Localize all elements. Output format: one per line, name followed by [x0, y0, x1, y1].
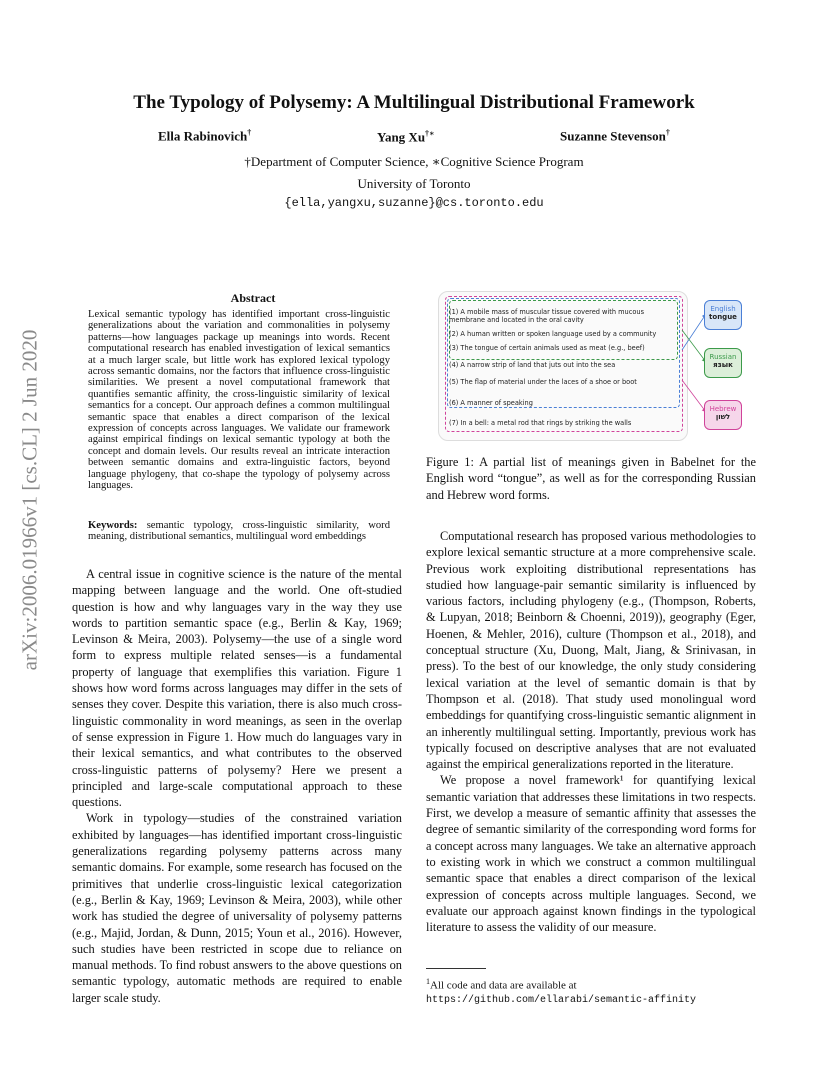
- lang-word: לשון: [715, 413, 731, 421]
- author-mark: †: [665, 128, 670, 137]
- sense-3: (3) The tongue of certain animals used as meat (e.g., beef): [449, 344, 645, 352]
- sense-1: (1) A mobile mass of muscular tissue covered with mucous membrane and located in the oral cavity: [449, 308, 645, 324]
- paragraph: We propose a novel framework¹ for quantifying lexical semantic variation that addresses these limitations in two respects. First, we develop a measure of semantic affinity that assesses the degree of semantic similarity of the corresponding word forms for a concept across many languages. We take an alternative approach to existing work in which we construct a common multilingual semantic space that enables a direct comparison of the lexical expression of concepts across multiple languages. Second, we evaluate our approach against known findings in the typological literature to assess the validity of our measure.: [426, 773, 756, 935]
- lang-word: tongue: [709, 313, 737, 321]
- author-name: Ella Rabinovich: [158, 128, 248, 144]
- footnote-mark: 1: [426, 977, 430, 986]
- affiliation-university: University of Toronto: [357, 176, 471, 191]
- author-3: [560, 128, 670, 144]
- lang-name: English: [710, 305, 736, 313]
- paragraph: Computational research has proposed various methodologies to explore lexical semantic structure at a more comprehensive scale. Previous work exploiting distributional representations has studied how language-pair semantic similarity is influenced by various factors, including phylogeny (e.g., (Thompson, Roberts, & Lupyan, 2018; Beinborn & Choenni, 2019)), geography (Eger, Hoenen, & Mehler, 2016), culture (Thompson et al., 2018), and conceptual structure (Xu, Duong, Malt, Jiang, & Srinivasan, in press). To the best of our knowledge, the only study considering lexical variation at the level of semantic domain is that by Thompson et al. (2018). That study used monolingual word embeddings for quantifying cross-linguistic semantic alignment in an inherently multilingual setting. Importantly, previous work has typically focused on descriptive analyses that are not evaluated against the empirical generalizations reported in the literature.: [426, 529, 756, 772]
- author-1: [158, 128, 251, 144]
- arrow-english: [682, 314, 706, 350]
- lang-name: Russian: [709, 353, 737, 361]
- arrow-hebrew: [682, 380, 706, 412]
- paper-title: The Typology of Polysemy: A Multilingual Distributional Framework: [133, 92, 695, 113]
- arxiv-stamp: [10, 300, 50, 700]
- sense-4: (4) A narrow strip of land that juts out into the sea: [449, 361, 616, 369]
- sense-7: (7) In a bell: a metal rod that rings by striking the walls: [449, 419, 632, 427]
- figure-caption: Figure 1: A partial list of meanings given in Babelnet for the English word “tongue”, as well as for the corresponding Russian and Hebrew word forms.: [426, 455, 756, 502]
- lang-name: Hebrew: [709, 405, 737, 413]
- sense-2: (2) A human written or spoken language used by a community: [449, 330, 657, 338]
- author-mark: †: [247, 128, 252, 137]
- footnote: [426, 975, 756, 1007]
- footnote-rule: [426, 968, 486, 969]
- paragraph: A central issue in cognitive science is the nature of the mental mapping between language and the world. One oft-studied question is how and why languages vary in the way they use words to partition semantic space (e.g., Berlin & Kay, 1969; Levinson & Meira, 2003). Polysemy—the use of a single word form to express multiple related senses—is a fundamental property of language that exemplifies this variation. Figure 1 shows how word forms across languages may differ in the sets of senses they cover. Despite this variation, there is also much cross-linguistic commonality in word meanings, as seen in the overlap of sense expression in Figure 1. How much do languages vary in their lexical semantics, and what contributes to the observed cross-linguistic patterns of polysemy? Here we present a principled and large-scale computational approach to these questions.: [72, 567, 402, 810]
- footnote-url[interactable]: https://github.com/ellarabi/semantic-affinity: [426, 994, 697, 1006]
- lang-english: [704, 300, 742, 330]
- right-column: [426, 528, 756, 935]
- author-name: Suzanne Stevenson: [560, 128, 666, 144]
- abstract-body: Lexical semantic typology has identified important cross-linguistic generalizations about the variation and commonalities in polysemy patterns—how languages package up meanings into words. Recent computational research has enabled investigation of lexical semantics at a much larger scale, but little work has explored lexical typology across semantic domains, nor the factors that influence cross-linguistic similarities. We present a novel computational framework that quantifies semantic affinity, the cross-linguistic similarity of lexical semantics for a concept. Our approach defines a common multilingual semantic space that enables a direct comparison of the lexical expression of concepts across languages. We validate our framework against empirical findings on lexical semantic typology at both the concept and domain levels. Our results reveal an intricate interaction between semantic domains and extra-linguistic factors, beyond language phylogeny, that co-shape the typology of polysemy across languages.: [88, 309, 390, 492]
- keywords: [88, 520, 390, 543]
- arrow-russian: [682, 330, 706, 362]
- author-2: [377, 128, 435, 145]
- arxiv-stamp-text: arXiv:2006.01966v1 [cs.CL] 2 Jun 2020: [17, 329, 42, 671]
- affiliation-line: †Department of Computer Science, ∗Cognitive Science Program: [244, 154, 584, 169]
- author-mark: †∗: [425, 129, 435, 138]
- keywords-list: semantic typology, cross-linguistic similarity, word meaning, distributional semantics, multilingual word embeddings: [88, 520, 390, 543]
- author-emails: {ella,yangxu,suzanne}@cs.toronto.edu: [284, 196, 544, 210]
- abstract-heading: Abstract: [230, 291, 276, 305]
- figure-1: [438, 291, 688, 441]
- author-name: Yang Xu: [377, 129, 426, 145]
- lang-russian: [704, 348, 742, 378]
- lang-hebrew: [704, 400, 742, 430]
- keywords-label: Keywords:: [88, 520, 138, 531]
- left-column: [72, 566, 402, 1006]
- footnote-text: All code and data are available at: [430, 979, 577, 992]
- paragraph: Work in typology—studies of the constrained variation exhibited by languages—has identified important cross-linguistic generalizations regarding polysemy patterns across many semantic domains. For example, some research has focused on the primitives that underlie cross-linguistic lexical categorization (e.g., Berlin & Kay, 1969; Levinson & Meira, 2003), while other work has studied the degree of universality of polysemy patterns (e.g., Majid, Jordan, & Dunn, 2015; Youn et al., 2016). However, such studies have been restricted in scope due to reliance on manual methods. To find robust answers to the above questions on semantic typology, automatic methods are required to enable larger scale study.: [72, 811, 402, 1005]
- sense-6: (6) A manner of speaking: [449, 399, 533, 407]
- sense-5: (5) The flap of material under the laces of a shoe or boot: [449, 378, 637, 386]
- lang-word: язык: [713, 361, 733, 369]
